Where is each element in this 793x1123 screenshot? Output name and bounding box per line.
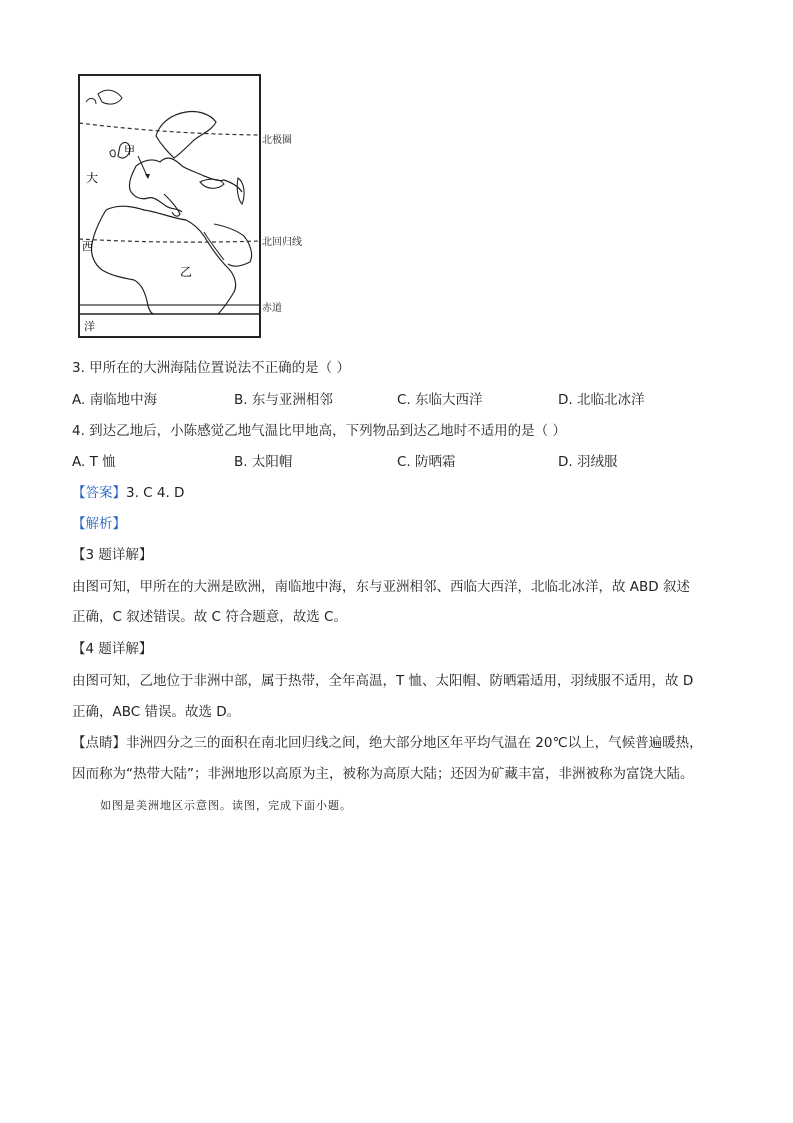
detail-3-line-2: 正确，C 叙述错误。故 C 符合题意，故选 C。	[72, 609, 347, 625]
detail-4-line-1: 由图可知，乙地位于非洲中部，属于热带，全年高温，T 恤、太阳帽、防晒霜适用，羽绒服不适用，故 D	[72, 673, 694, 689]
question-4-option-b: B. 太阳帽	[234, 454, 293, 470]
detail-4-line-2: 正确，ABC 错误。故选 D。	[72, 704, 241, 720]
question-3-option-d: D. 北临北冰洋	[558, 392, 645, 408]
next-question-intro: 如图是美洲地区示意图。读图，完成下面小题。	[100, 799, 352, 812]
tip-text-1: 非洲四分之三的面积在南北回归线之间，绝大部分地区年平均气温在 20℃以上，气候普遍暖热，	[126, 735, 703, 751]
question-3-option-c: C. 东临大西洋	[397, 392, 483, 408]
question-3-option-b: B. 东与亚洲相邻	[234, 392, 333, 408]
question-4-option-a: A. T 恤	[72, 454, 116, 470]
tip-line-2: 因而称为“热带大陆”；非洲地形以高原为主，被称为高原大陆；还因为矿藏丰富，非洲被称为富饶大陆。	[72, 766, 694, 782]
europe-africa-map	[78, 74, 273, 339]
question-3-stem: 3. 甲所在的大洲海陆位置说法不正确的是（ ）	[72, 360, 350, 376]
answer-line	[72, 484, 184, 502]
label-tropic-of-cancer: 北回归线	[262, 237, 302, 248]
label-arctic-circle: 北极圈	[262, 135, 292, 146]
label-jia: 甲	[124, 144, 135, 157]
question-4-stem: 4. 到达乙地后，小陈感觉乙地气温比甲地高，下列物品到达乙地时不适用的是（ ）	[72, 423, 566, 439]
tip-tag: 【点睛】	[72, 735, 126, 751]
question-4-option-d: D. 羽绒服	[558, 454, 618, 470]
question-4-option-c: C. 防晒霜	[397, 454, 456, 470]
map-figure	[78, 74, 302, 339]
tip-line-1	[72, 734, 703, 752]
question-3-option-a: A. 南临地中海	[72, 392, 158, 408]
detail-4-title: 【4 题详解】	[72, 641, 153, 657]
label-yang: 洋	[84, 320, 95, 333]
detail-3-line-1: 由图可知，甲所在的大洲是欧洲，南临地中海，东与亚洲相邻、西临大西洋，北临北冰洋，故 ABD 叙述	[72, 579, 690, 595]
label-yi: 乙	[180, 265, 193, 279]
label-xi: 西	[82, 240, 93, 253]
answer-text: 3. C 4. D	[126, 485, 185, 501]
answer-tag: 【答案】	[72, 485, 126, 501]
detail-3-title: 【3 题详解】	[72, 547, 153, 563]
analysis-tag: 【解析】	[72, 516, 126, 532]
label-da: 大	[86, 171, 99, 185]
label-equator: 赤道	[262, 303, 282, 314]
